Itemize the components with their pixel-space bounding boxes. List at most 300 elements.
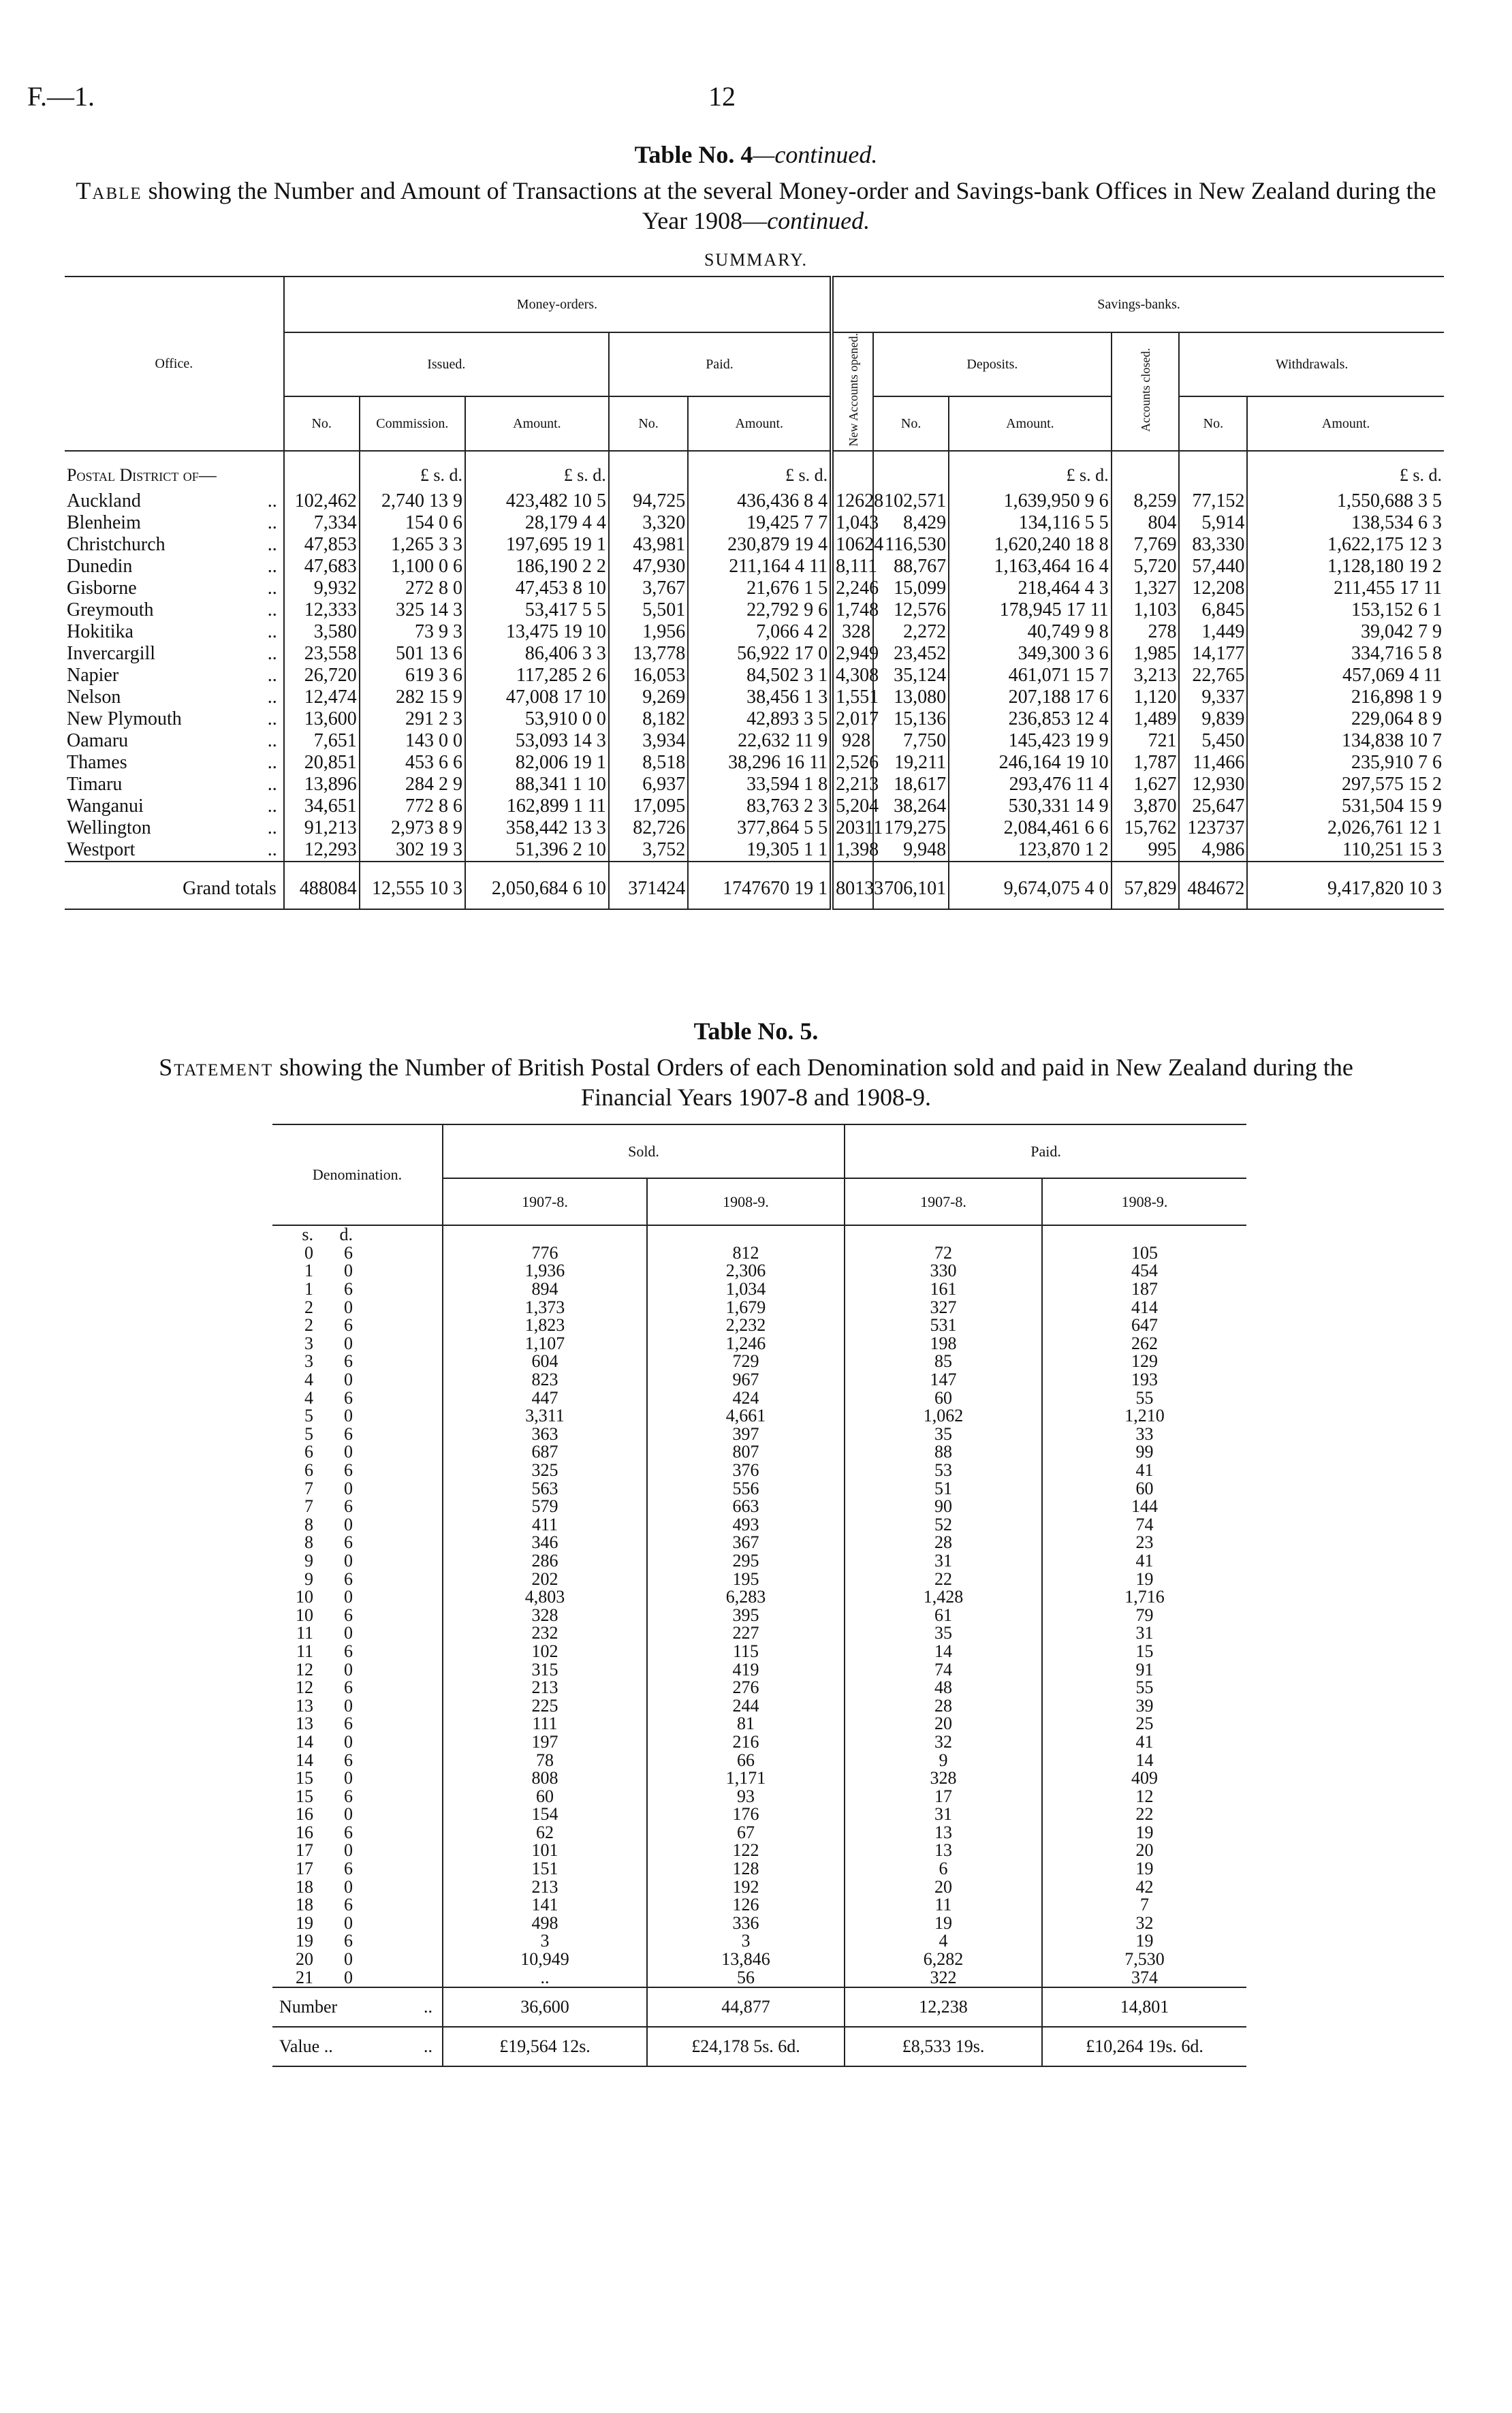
cell-sold-1907: 563 [443,1479,647,1498]
header-issued: Issued. [284,332,609,396]
cell-paid-1907: 322 [845,1968,1042,1987]
cell-issued-no: 12,293 [284,839,360,862]
table-row [272,1914,1246,1933]
cell-sold-1907: 1,107 [443,1335,647,1353]
cell-issued-amount: 197,695 19 1 [465,534,609,556]
denomination-shillings: 18 [296,1895,313,1915]
table4 [65,276,1444,910]
cell-sold-1907: 315 [443,1660,647,1679]
cell-paid-no: 3,752 [609,839,688,862]
table-row [272,1751,1246,1769]
cell-office [65,621,284,643]
cell-accounts-closed: 1,103 [1112,599,1180,621]
cell-paid-no: 9,269 [609,687,688,708]
cell-office [65,774,284,795]
cell-sold-1908: 556 [647,1479,845,1498]
cell-deposits-amount: 236,853 12 4 [949,708,1112,730]
denomination-shillings: 10 [296,1587,313,1607]
cell-paid-1908: 19 [1042,1860,1246,1878]
total-issued-no: 488084 [284,862,360,909]
cell-paid-1907: 31 [845,1552,1042,1571]
cell-accounts-closed: 278 [1112,621,1180,643]
cell-paid-1907: 330 [845,1262,1042,1280]
office-name: Westport [67,839,136,861]
header-accounts-closed-text: Accounts closed. [1138,347,1152,432]
cell-sold-1908: 81 [647,1715,845,1733]
denomination-shillings: 4 [304,1370,313,1390]
denomination-pence: 0 [344,1333,353,1353]
table4-title [61,140,1451,170]
total-paid-amount: 1747670 19 1 [688,862,832,909]
denomination-pence: 0 [344,1550,353,1571]
cell-accounts-closed: 7,769 [1112,534,1180,556]
table4-caption [61,176,1451,236]
cell-deposits-no: 35,124 [873,665,949,687]
denomination-pence: 6 [344,1423,353,1444]
cell-issued-no: 20,851 [284,752,360,774]
cell-accounts-closed: 1,787 [1112,752,1180,774]
denomination-shillings: 3 [304,1333,313,1353]
header-paid-amount: Amount. [688,396,832,451]
cell-paid-1908: 79 [1042,1606,1246,1624]
cell-issued-no: 7,651 [284,730,360,752]
cell-paid-1908: 19 [1042,1570,1246,1588]
number-row-paid-1908: 14,801 [1042,1987,1246,2027]
denomination-pence: 6 [344,1750,353,1770]
denomination-shillings: 11 [296,1641,313,1661]
header-accounts-closed [1112,332,1180,451]
cell-sold-1907: 325 [443,1462,647,1480]
cell-paid-1907: 11 [845,1896,1042,1914]
office-name: Dunedin [67,556,133,578]
leader-dots: .. [267,665,277,687]
cell-sold-1908: 192 [647,1878,845,1896]
cell-sold-1908: 216 [647,1733,845,1752]
cell-accounts-closed: 1,985 [1112,643,1180,665]
value-row-sold-1907: £19,564 12s. [443,2027,647,2066]
cell-deposits-amount: 246,164 19 10 [949,752,1112,774]
denomination [272,1751,443,1769]
cell-paid-amount: 230,879 19 4 [688,534,832,556]
grand-totals-row [65,862,1444,909]
cell-sold-1907: 823 [443,1371,647,1389]
office-name: Napier [67,665,119,687]
cell-new-accounts: 928 [832,730,873,752]
leader-dots: .. [267,578,277,599]
table-row [65,534,1444,556]
cell-sold-1908: 397 [647,1425,845,1444]
denomination-pence: 0 [344,1949,353,1970]
cell-paid-1907: 19 [845,1914,1042,1933]
cell-sold-1907: 1,823 [443,1316,647,1335]
denomination-pence: 0 [344,1406,353,1426]
cell-issued-amount: 53,417 5 5 [465,599,609,621]
cell-sold-1908: 419 [647,1660,845,1679]
denomination-pence: 6 [344,1859,353,1879]
cell-deposits-no: 8,429 [873,512,949,534]
leader-dots: .. [267,752,277,774]
t5-number-row [272,1987,1246,2027]
table-row [272,1262,1246,1280]
table-row [272,1878,1246,1896]
leader-dots: .. [267,774,277,795]
denomination-shillings: 1 [304,1261,313,1281]
page-number: 12 [708,81,736,112]
office-name: Nelson [67,687,121,708]
cell-new-accounts: 2,246 [832,578,873,599]
denomination [272,1570,443,1588]
cell-sold-1907: 154 [443,1805,647,1824]
denomination-shillings: 14 [296,1750,313,1770]
number-row-paid-1907: 12,238 [845,1987,1042,2027]
denomination-pence: 6 [344,1496,353,1517]
denomination-pence: 6 [344,1532,353,1553]
cell-paid-no: 1,956 [609,621,688,643]
leader-dots: .. [267,730,277,752]
denomination-shillings: 15 [296,1768,313,1788]
table4-title-main: Table No. 4 [634,141,753,168]
denomination-shillings: 7 [304,1496,313,1517]
cell-sold-1907: 1,936 [443,1262,647,1280]
table-row [272,1715,1246,1733]
header-paid: Paid. [609,332,832,396]
cell-new-accounts: 4,308 [832,665,873,687]
cell-accounts-closed: 1,489 [1112,708,1180,730]
denomination-pence: 0 [344,1768,353,1788]
denomination-shillings: 16 [296,1804,313,1825]
value-row-sold-1908: £24,178 5s. 6d. [647,2027,845,2066]
cell-sold-1908: 128 [647,1860,845,1878]
cell-paid-no: 94,725 [609,490,688,512]
cell-sold-1907: 197 [443,1733,647,1752]
cell-paid-1907: 31 [845,1805,1042,1824]
cell-paid-1907: 88 [845,1443,1042,1462]
cell-issued-amount: 53,910 0 0 [465,708,609,730]
office-name: Wanganui [67,795,144,817]
header-new-accounts [832,332,873,451]
cell-paid-amount: 19,305 1 1 [688,839,832,862]
denomination [272,1389,443,1407]
table-row [272,1679,1246,1697]
denomination [272,1280,443,1299]
denomination-shillings: 13 [296,1695,313,1716]
cell-deposits-amount: 2,084,461 6 6 [949,817,1112,839]
denomination [272,1805,443,1824]
total-commission: 12,555 10 3 [360,862,465,909]
cell-paid-1908: 374 [1042,1968,1246,1987]
cell-paid-1907: 147 [845,1371,1042,1389]
leader-dots: .. [267,817,277,839]
header-deposits-amount: Amount. [949,396,1112,451]
cell-new-accounts: 1,398 [832,839,873,862]
cell-sold-1908: 1,246 [647,1335,845,1353]
cell-paid-1907: 17 [845,1787,1042,1805]
cell-paid-1907: 1,062 [845,1407,1042,1425]
cell-paid-amount: 83,763 2 3 [688,795,832,817]
t5-header-paid-1907: 1907-8. [845,1178,1042,1225]
cell-withdrawals-no: 5,450 [1179,730,1247,752]
cell-withdrawals-no: 22,765 [1179,665,1247,687]
header-deposits-no: No. [873,396,949,451]
cell-new-accounts: 2,017 [832,708,873,730]
cell-issued-no: 23,558 [284,643,360,665]
denomination-shillings: 2 [304,1297,313,1317]
denomination-pence: 6 [344,1315,353,1336]
cell-paid-1908: 32 [1042,1914,1246,1933]
cell-paid-1908: 1,210 [1042,1407,1246,1425]
cell-sold-1907: 213 [443,1679,647,1697]
table-row [65,512,1444,534]
denomination-shillings: 8 [304,1532,313,1553]
cell-paid-no: 43,981 [609,534,688,556]
cell-commission: 1,100 0 6 [360,556,465,578]
cell-sold-1908: 244 [647,1697,845,1715]
cell-paid-1907: 531 [845,1316,1042,1335]
number-row-label-text: Number [279,1996,338,2017]
value-row-paid-1907: £8,533 19s. [845,2027,1042,2066]
denomination [272,1932,443,1951]
cell-paid-no: 3,767 [609,578,688,599]
cell-sold-1908: 195 [647,1570,845,1588]
cell-sold-1908: 729 [647,1353,845,1371]
cell-issued-no: 34,651 [284,795,360,817]
cell-deposits-amount: 123,870 1 2 [949,839,1112,862]
denomination-shillings: 20 [296,1949,313,1970]
number-row-label [272,1987,443,2027]
cell-issued-amount: 117,285 2 6 [465,665,609,687]
table-row [272,1407,1246,1425]
table5-body [272,1244,1246,1987]
table-row [65,665,1444,687]
t5-unit-s: s. [302,1225,313,1245]
cell-paid-1908: 20 [1042,1842,1246,1860]
cell-paid-1907: 4 [845,1932,1042,1951]
units-row [65,451,1444,490]
denomination [272,1262,443,1280]
cell-accounts-closed: 1,627 [1112,774,1180,795]
table-row [272,1570,1246,1588]
cell-office [65,687,284,708]
cell-paid-1907: 60 [845,1389,1042,1407]
denomination-shillings: 8 [304,1514,313,1534]
cell-issued-no: 13,600 [284,708,360,730]
cell-paid-1908: 454 [1042,1262,1246,1280]
cell-paid-1908: 19 [1042,1824,1246,1842]
unit-deposits-amount: £ s. d. [949,451,1112,490]
cell-sold-1907: 498 [443,1914,647,1933]
table5-title [61,1016,1451,1046]
office-name: Gisborne [67,578,137,599]
total-deposits-no: 706,101 [873,862,949,909]
t5-units-row [272,1225,1246,1244]
cell-paid-1907: 35 [845,1624,1042,1643]
cell-sold-1907: 776 [443,1244,647,1263]
cell-withdrawals-no: 11,466 [1179,752,1247,774]
office-name: Christchurch [67,534,166,556]
cell-sold-1907: 346 [443,1534,647,1552]
cell-office [65,665,284,687]
table-row [272,1316,1246,1335]
denomination-shillings: 21 [296,1967,313,1987]
cell-commission: 302 19 3 [360,839,465,862]
denomination-shillings: 19 [296,1912,313,1933]
cell-paid-1907: 327 [845,1298,1042,1316]
cell-issued-amount: 51,396 2 10 [465,839,609,862]
cell-commission: 325 14 3 [360,599,465,621]
cell-paid-amount: 38,456 1 3 [688,687,832,708]
denomination [272,1606,443,1624]
table-row [65,839,1444,862]
cell-sold-1907: 10,949 [443,1951,647,1969]
cell-paid-1907: 13 [845,1824,1042,1842]
cell-withdrawals-amount: 134,838 10 7 [1247,730,1444,752]
cell-deposits-amount: 178,945 17 11 [949,599,1112,621]
cell-issued-no: 102,462 [284,490,360,512]
denomination-pence: 6 [344,1786,353,1806]
cell-office [65,643,284,665]
cell-withdrawals-amount: 216,898 1 9 [1247,687,1444,708]
denomination-shillings: 1 [304,1279,313,1299]
denomination-shillings: 5 [304,1423,313,1444]
header-withdrawals-amount: Amount. [1247,396,1444,451]
table5-caption-lead: Statement [159,1054,274,1081]
cell-sold-1907: 60 [443,1787,647,1805]
table-row [65,774,1444,795]
office-name: Oamaru [67,730,129,752]
cell-deposits-no: 88,767 [873,556,949,578]
header-issued-commission: Commission. [360,396,465,451]
leader-dots: .. [424,2036,432,2056]
leader-dots: .. [267,708,277,730]
table-row [65,621,1444,643]
cell-withdrawals-no: 12,930 [1179,774,1247,795]
cell-sold-1908: 376 [647,1462,845,1480]
cell-sold-1908: 276 [647,1679,845,1697]
table-row [272,1534,1246,1552]
cell-new-accounts: 2,526 [832,752,873,774]
cell-paid-1908: 1,716 [1042,1588,1246,1607]
cell-accounts-closed: 1,120 [1112,687,1180,708]
unit-paid-amount: £ s. d. [688,451,832,490]
denomination [272,1769,443,1788]
denomination [272,1443,443,1462]
cell-paid-1908: 41 [1042,1552,1246,1571]
denomination [272,1407,443,1425]
cell-paid-amount: 436,436 8 4 [688,490,832,512]
cell-accounts-closed: 3,213 [1112,665,1180,687]
cell-sold-1907: 151 [443,1860,647,1878]
cell-sold-1908: 13,846 [647,1951,845,1969]
cell-issued-no: 9,932 [284,578,360,599]
table5 [272,1124,1246,2067]
cell-paid-amount: 211,164 4 11 [688,556,832,578]
cell-withdrawals-no: 4,986 [1179,839,1247,862]
value-row-label [272,2027,443,2066]
district-label [65,451,284,490]
table-row [272,1335,1246,1353]
cell-paid-1908: 74 [1042,1516,1246,1534]
cell-commission: 284 2 9 [360,774,465,795]
cell-new-accounts: 1,748 [832,599,873,621]
cell-paid-amount: 33,594 1 8 [688,774,832,795]
cell-sold-1907: .. [443,1968,647,1987]
cell-paid-1908: 23 [1042,1534,1246,1552]
cell-issued-amount: 28,179 4 4 [465,512,609,534]
table-row [272,1643,1246,1661]
cell-office [65,817,284,839]
cell-sold-1907: 687 [443,1443,647,1462]
cell-sold-1908: 4,661 [647,1407,845,1425]
cell-sold-1907: 101 [443,1842,647,1860]
cell-commission: 772 8 6 [360,795,465,817]
cell-sold-1907: 808 [443,1769,647,1788]
cell-withdrawals-amount: 110,251 15 3 [1247,839,1444,862]
table-row [272,1498,1246,1516]
table4-caption-tail: continued. [767,207,870,234]
cell-sold-1907: 102 [443,1643,647,1661]
cell-office [65,578,284,599]
cell-accounts-closed: 15,762 [1112,817,1180,839]
denomination-pence: 6 [344,1931,353,1951]
cell-withdrawals-no: 5,914 [1179,512,1247,534]
cell-deposits-amount: 218,464 4 3 [949,578,1112,599]
cell-deposits-no: 179,275 [873,817,949,839]
cell-issued-amount: 47,453 8 10 [465,578,609,599]
cell-paid-amount: 22,792 9 6 [688,599,832,621]
denomination-shillings: 10 [296,1605,313,1625]
cell-paid-1907: 72 [845,1244,1042,1263]
denomination-shillings: 16 [296,1822,313,1842]
cell-paid-1907: 20 [845,1878,1042,1896]
cell-paid-1907: 61 [845,1606,1042,1624]
table-row [272,1660,1246,1679]
office-name: Invercargill [67,643,156,665]
denomination-shillings: 14 [296,1731,313,1752]
denomination-shillings: 3 [304,1351,313,1372]
t5-header-sold-1908: 1908-9. [647,1178,845,1225]
cell-sold-1907: 78 [443,1751,647,1769]
cell-withdrawals-amount: 531,504 15 9 [1247,795,1444,817]
cell-paid-1908: 647 [1042,1316,1246,1335]
denomination [272,1479,443,1498]
cell-paid-1907: 14 [845,1643,1042,1661]
cell-sold-1908: 56 [647,1968,845,1987]
denomination-pence: 6 [344,1605,353,1625]
cell-withdrawals-amount: 1,128,180 19 2 [1247,556,1444,578]
cell-paid-1907: 74 [845,1660,1042,1679]
office-name: Blenheim [67,512,141,534]
denomination-shillings: 6 [304,1460,313,1481]
cell-new-accounts: 2,949 [832,643,873,665]
cell-issued-amount: 423,482 10 5 [465,490,609,512]
cell-paid-1908: 414 [1042,1298,1246,1316]
denomination [272,1353,443,1371]
cell-issued-no: 26,720 [284,665,360,687]
cell-office [65,512,284,534]
cell-paid-1907: 32 [845,1733,1042,1752]
cell-withdrawals-amount: 138,534 6 3 [1247,512,1444,534]
table5-caption [150,1052,1362,1112]
cell-paid-1907: 53 [845,1462,1042,1480]
cell-paid-1907: 9 [845,1751,1042,1769]
cell-sold-1907: 411 [443,1516,647,1534]
cell-office [65,490,284,512]
number-row-sold-1907: 36,600 [443,1987,647,2027]
table-row [272,1733,1246,1752]
cell-commission: 501 13 6 [360,643,465,665]
cell-withdrawals-no: 83,330 [1179,534,1247,556]
cell-sold-1907: 604 [443,1353,647,1371]
